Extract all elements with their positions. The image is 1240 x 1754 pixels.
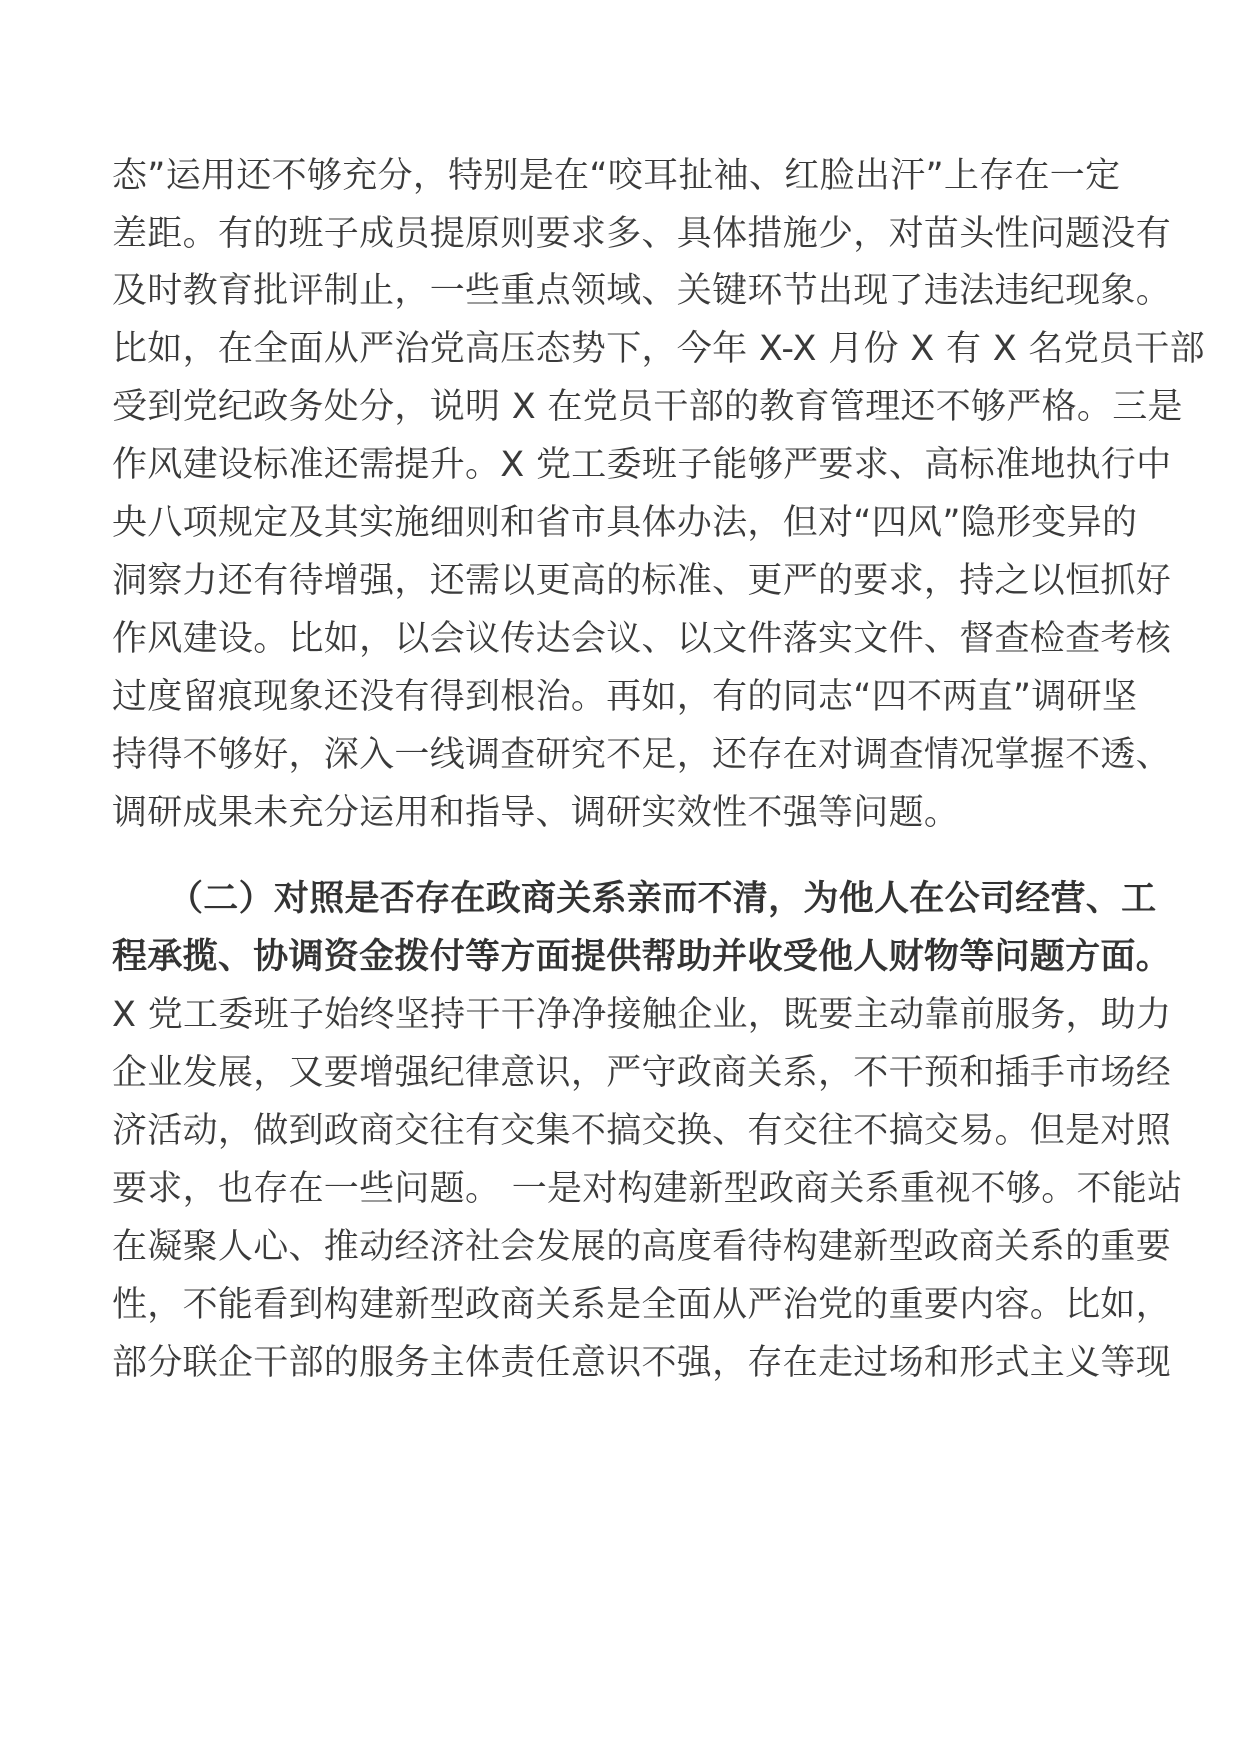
body-line: 企业发展，又要增强纪律意识，严守政商关系，不干预和插手市场经 (112, 1053, 1172, 1093)
body-line: 比如，在全面从严治党高压态势下，今年 X-X 月份 X 有 X 名党员干部 (112, 329, 1205, 369)
body-line: 性，不能看到构建新型政商关系是全面从严治党的重要内容。比如， (112, 1285, 1172, 1325)
body-line: 及时教育批评制止，一些重点领域、关键环节出现了违法违纪现象。 (112, 271, 1172, 311)
body-line: X 党工委班子始终坚持干干净净接触企业，既要主动靠前服务，助力 (112, 995, 1172, 1035)
body-line: 部分联企干部的服务主体责任意识不强，存在走过场和形式主义等现 (112, 1343, 1172, 1383)
section-heading-line: 程承揽、协调资金拨付等方面提供帮助并收受他人财物等问题方面。 (112, 937, 1172, 977)
body-line: 济活动，做到政商交往有交集不搞交换、有交往不搞交易。但是对照 (112, 1111, 1172, 1151)
section-heading-line: （二）对照是否存在政商关系亲而不清，为他人在公司经营、工 (168, 879, 1157, 919)
body-line: 央八项规定及其实施细则和省市具体办法，但对“四风”隐形变异的 (112, 503, 1138, 543)
body-line: 作风建设。比如，以会议传达会议、以文件落实文件、督查检查考核 (112, 619, 1172, 659)
body-line: 要求，也存在一些问题。 一是对构建新型政商关系重视不够。不能站 (112, 1169, 1183, 1209)
body-line: 作风建设标准还需提升。X 党工委班子能够严要求、高标准地执行中 (112, 445, 1172, 485)
body-line: 差距。有的班子成员提原则要求多、具体措施少，对苗头性问题没有 (112, 214, 1172, 254)
body-line: 受到党纪政务处分，说明 X 在党员干部的教育管理还不够严格。三是 (112, 387, 1183, 427)
body-line: 洞察力还有待增强，还需以更高的标准、更严的要求，持之以恒抓好 (112, 561, 1172, 601)
body-line: 态”运用还不够充分，特别是在“咬耳扯袖、红脸出汗”上存在一定 (112, 156, 1121, 196)
body-line: 持得不够好，深入一线调查研究不足，还存在对调查情况掌握不透、 (112, 735, 1172, 775)
body-line: 在凝聚人心、推动经济社会发展的高度看待构建新型政商关系的重要 (112, 1227, 1172, 1267)
body-line: 过度留痕现象还没有得到根治。再如，有的同志“四不两直”调研坚 (112, 677, 1138, 717)
body-line: 调研成果未充分运用和指导、调研实效性不强等问题。 (112, 793, 960, 833)
